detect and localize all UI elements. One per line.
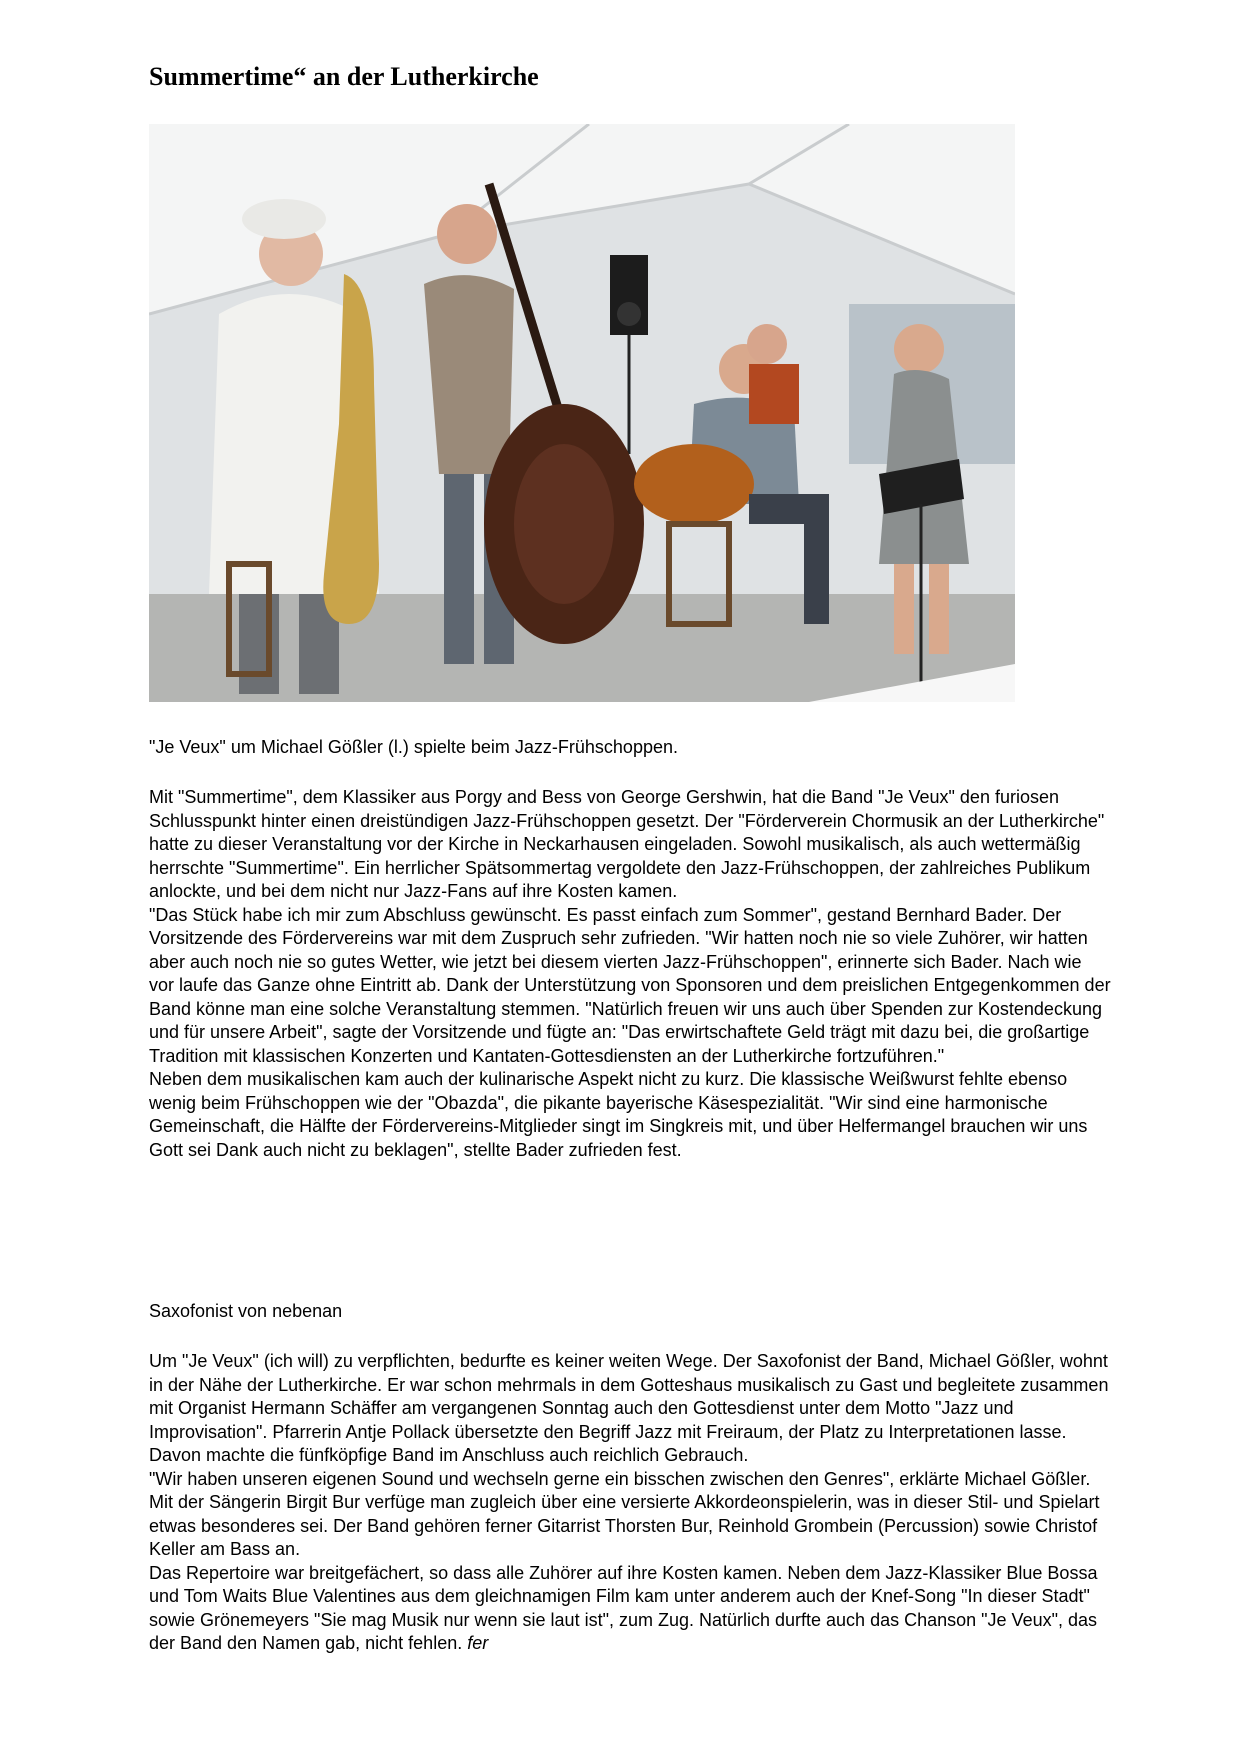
article-title: Summertime“ an der Lutherkirche <box>149 62 539 91</box>
paragraph: Um "Je Veux" (ich will) zu verpflichten, bedurfte es keiner weiten Wege. Der Saxofonist der Band, Michael Gößler, wohnt in der Nähe der Lutherkirche. Er war schon mehrmals in dem Gotteshaus musikalisch zu Gast und begleitete zusammen mit Organist Hermann Schäffer am vergangenen Sonntag auch den Gottesdienst unter dem Motto "Jazz und Improvisation". Pfarrerin Antje Pollack übersetzte den Begriff Jazz mit Freiraum, der Platz zu Interpretationen lasse. Davon machte die fünfköpfige Band im Anschluss auch reichlich Gebrauch. <box>149 1351 1109 1465</box>
author-signature: fer <box>467 1633 489 1653</box>
paragraph: Mit "Summertime", dem Klassiker aus Porgy and Bess von George Gershwin, hat die Band "Je Veux" den furiosen Schlusspunkt hinter einen dreistündigen Jazz-Frühschoppen gesetzt. Der "Förderverein Chormusik an der Lutherkirche" hatte zu dieser Veranstaltung vor der Kirche in Neckarhausen eingeladen. Sowohl musikalisch, als auch wettermäßig herrschte "Summertime". Ein herrlicher Spätsommertag vergoldete den Jazz-Frühschoppen, der zahlreiches Publikum anlockte, und bei dem nicht nur Jazz-Fans auf ihre Kosten kamen. <box>149 787 1105 901</box>
article-section-1 <box>149 786 1111 1162</box>
paragraph: "Das Stück habe ich mir zum Abschluss gewünscht. Es passt einfach zum Sommer", gestand Bernhard Bader. Der Vorsitzende des Fördervereins war mit dem Zuspruch sehr zufrieden. "Wir hatten noch nie so viele Zuhörer, wir hatten aber auch noch nie so gutes Wetter, wie jetzt bei diesem vierten Jazz-Frühschoppen", erinnerte sich Bader. Nach wie vor laufe das Ganze ohne Eintritt ab. Dank der Unterstützung von Sponsoren und dem preislichen Entgegenkommen der Band könne man eine solche Veranstaltung stemmen. "Natürlich freuen wir uns auch über Spenden zur Kostendeckung und für unsere Arbeit", sagte der Vorsitzende und fügte an: "Das erwirtschaftete Geld trägt mit dazu bei, die großartige Tradition mit klassischen Konzerten und Kantaten-Gottesdiensten an der Lutherkirche fortzuführen." <box>149 904 1111 1066</box>
article-section-2 <box>149 1350 1111 1656</box>
section-subheading: Saxofonist von nebenan <box>149 1301 343 1321</box>
photo-caption: "Je Veux" um Michael Gößler (l.) spielte beim Jazz-Frühschoppen. <box>149 737 678 757</box>
band-photo <box>149 124 1015 702</box>
paragraph-last <box>149 1562 1111 1656</box>
paragraph: "Wir haben unseren eigenen Sound und wechseln gerne ein bisschen zwischen den Genres", erklärte Michael Gößler. Mit der Sängerin Birgit Bur verfüge man zugleich über eine versierte Akkordeonspielerin, was in dieser Stil- und Spielart etwas besonderes sei. Der Band gehören ferner Gitarrist Thorsten Bur, Reinhold Grombein (Percussion) sowie Christof Keller am Bass an. <box>149 1468 1100 1559</box>
paragraph: Neben dem musikalischen kam auch der kulinarische Aspekt nicht zu kurz. Die klassische Weißwurst fehlte ebenso wenig beim Frühschoppen wie der "Obazda", die pikante bayerische Käsespezialität. "Wir sind eine harmonische Gemeinschaft, die Hälfte der Fördervereins-Mitglieder singt im Singkreis mit, und über Helfermangel brauchen wir uns Gott sei Dank auch nicht zu beklagen", stellte Bader zufrieden fest. <box>149 1069 1088 1160</box>
paragraph-text: Das Repertoire war breitgefächert, so dass alle Zuhörer auf ihre Kosten kamen. Neben dem Jazz-Klassiker Blue Bossa und Tom Waits Blue Valentines aus dem gleichnamigen Film kam unter anderem auch der Knef-Song "In dieser Stadt" sowie Grönemeyers "Sie mag Musik nur wenn sie laut ist", zum Zug. Natürlich durfte auch das Chanson "Je Veux", das der Band den Namen gab, nicht fehlen. <box>149 1562 1098 1653</box>
